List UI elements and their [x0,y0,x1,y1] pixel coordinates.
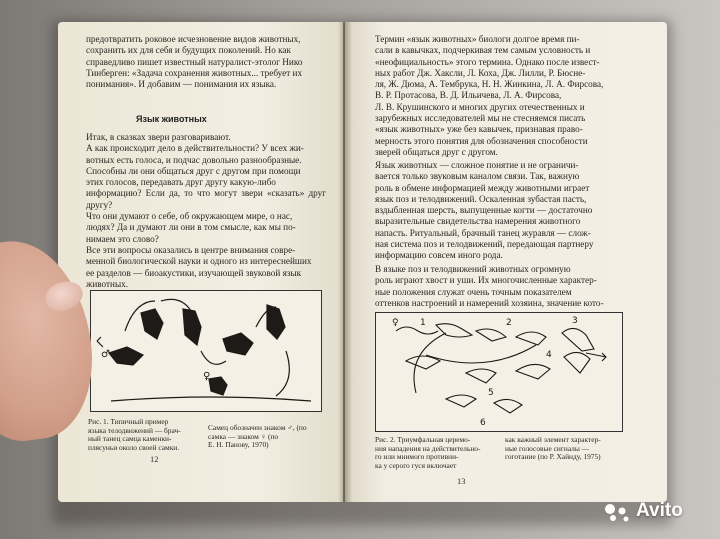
figure-1-bird-dance [90,290,322,412]
bird-dance-illustration [91,291,321,411]
svg-text:♂: ♂ [101,349,110,360]
left-page-number: 12 [150,454,159,464]
figure-2-geese-ceremony [375,312,623,432]
right-page-number: 13 [457,476,466,486]
figure-2-label-5: 5 [488,388,494,398]
figure-2-label-1: 1 [420,318,426,328]
figure-2-label-6: 6 [480,418,486,428]
left-paragraph-top: предотвратить роковое исчезновение видов животных, сохранить их для себя и будущих поколений. Но как справедливо пишет известный натуралист-этолог Нико Тинберген: «Задача сохранения животных... требует их понимания». И добавим — понимания их языка. [86,34,303,90]
figure-2-label-2: 2 [506,318,512,328]
figure-1-caption-right: Самец обозначен знаком ♂, (по самка — знаком ♀ (по Е. Н. Панову, 1970) [208,423,307,450]
book-gutter [338,22,352,502]
svg-text:♀: ♀ [203,371,211,382]
geese-illustration [376,313,622,431]
figure-1-caption-left: Рис. 1. Типичный пример языка телодвижений — брач- ный танец самца каменки- плясуньи около своей самки. [88,417,181,452]
right-paragraph-1: Термин «язык животных» биологи долгое время пи- сали в кавычках, подчеркивая тем самым условность и «неофициальность» этого термина. Однако после извест- ных работ Дж. Хаксли, Л. Коха, Дж. Лилли, Р. Бюсне- ля, Ж. Дюма, А. Тембрука, Н. Н. Жинкина, Л. А. Фирсова, В. Р. Протасова, В. Д. Ильичева, Л. А. Фирсова, Л. В. Крушинского и многих других отечественных и зарубежных исследователей мы не стесняемся писать «язык животных» уже без кавычек, признавая право- мерность этого понятия для обозначения способности зверей общаться друг с другом. [375,34,604,157]
figure-2-caption-right: как важный элемент характер- ные голосовые сигналы — гоготание (по Р. Хайнду, 1975) [505,435,601,462]
avito-watermark [610,500,683,522]
figure-2-label-4: 4 [546,350,552,360]
figure-2-caption-left: Рис. 2. Триумфальная церемо- ния нападения на действительно- го или мнимого противни- ка у серого гуся включает [375,435,481,470]
figure-2-label-3: 3 [572,316,578,326]
left-page [58,22,343,502]
right-page [345,22,667,502]
right-paragraph-2: Язык животных — сложное понятие и не ограничи- вается только звуковым каналом связи. Так, важную роль в обмене информацией между животными играет язык поз и телодвижений. Оскаленная зубастая пасть, вздыбленная шерсть, выпущенные когти — достаточно выразительные свидетельства намерения животного напасть. Ритуальный, брачный танец журавля — слож- ная система поз и телодвижений, передающая партнеру информацию совсем иного рода. [375,160,594,261]
avito-logo-icon [604,503,632,523]
section-heading: Язык животных [136,114,207,124]
avito-watermark-text: Avito [636,500,683,521]
left-paragraph-main: Итак, в сказках звери разговаривают. А как происходит дело в действительности? У всех жи- вотных есть голоса, и подчас довольно разнообразные. Способны ли они общаться друг с другом при помощи этих голосов, передавать друг другу какую-либо информацию? Если да, то что могут звери «сказать» друг другу? Что они думают о себе, об окружающем мире, о нас, людях? Да и думают ли они в том смысле, как мы по- нимаем это слово? Все эти вопросы оказались в центре внимания совре- менной биологической науки и одного из интереснейших ее разделов — биоакустики, изучающей звуковой язык животных. [86,132,326,289]
svg-text:♀: ♀ [392,318,399,328]
right-paragraph-3: В языке поз и телодвижений животных огромную роль играют хвост и уши. Их многочисленные характер- ные положения служат очень точным показателем оттенков настроений и намерений хозяина, значение кото- [375,264,604,308]
